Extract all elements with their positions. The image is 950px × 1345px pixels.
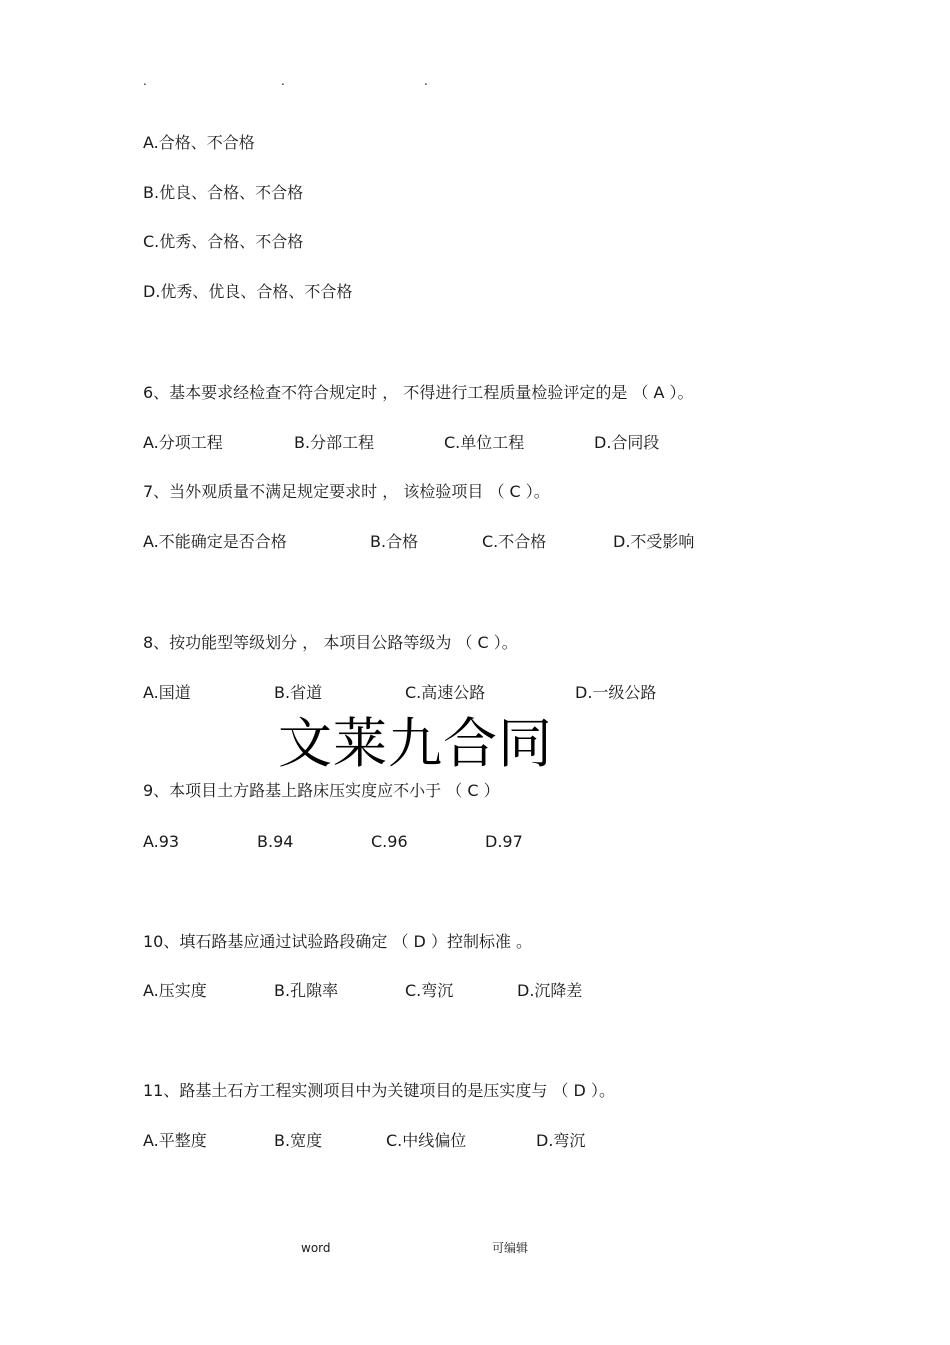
question-text: 11、路基土石方工程实测项目中为关键项目的是压实度与 （ D ）。: [143, 1081, 615, 1100]
question-text: 10、填石路基应通过试验路段确定 （ D ）控制标准 。: [143, 932, 533, 951]
option-a: A.93: [143, 832, 180, 851]
option-a: A.平整度: [143, 1131, 207, 1150]
option-d: D.不受影响: [613, 532, 695, 551]
question-text: 6、基本要求经检查不符合规定时 ， 不得进行工程质量检验评定的是 （ A ）。: [143, 383, 694, 402]
option-c: C.96: [371, 832, 408, 851]
option-c: C.单位工程: [444, 433, 525, 452]
option-c: C.弯沉: [405, 981, 454, 1000]
option-a: A.国道: [143, 683, 191, 702]
option-b: B.省道: [274, 683, 323, 702]
option-c: C.不合格: [482, 532, 547, 551]
option-a: A.分项工程: [143, 433, 223, 452]
footer-left: word: [301, 1241, 331, 1255]
option-d: D.沉降差: [517, 981, 583, 1000]
option-d: D.优秀、优良、合格、不合格: [143, 282, 353, 301]
option-c: C.高速公路: [405, 683, 486, 702]
header-dot: .: [281, 74, 285, 88]
option-d: D.合同段: [594, 433, 660, 452]
option-d: D.弯沉: [536, 1131, 586, 1150]
option-a: A.合格、不合格: [143, 133, 255, 152]
question-text: 9、本项目土方路基上路床压实度应不小于 （ C ）: [143, 781, 500, 800]
option-a: A.压实度: [143, 981, 207, 1000]
option-b: B.孔隙率: [274, 981, 339, 1000]
option-b: B.优良、合格、不合格: [143, 183, 304, 202]
question-text: 8、按功能型等级划分 ， 本项目公路等级为 （ C ）。: [143, 633, 518, 652]
header-dot: .: [424, 74, 428, 88]
option-c: C.优秀、合格、不合格: [143, 232, 304, 251]
header-dot: .: [143, 74, 147, 88]
option-b: B.分部工程: [294, 433, 375, 452]
option-b: B.宽度: [274, 1131, 323, 1150]
option-d: D.97: [485, 832, 523, 851]
option-b: B.合格: [370, 532, 419, 551]
option-d: D.一级公路: [575, 683, 657, 702]
option-a: A.不能确定是否合格: [143, 532, 287, 551]
footer-right: 可编辑: [492, 1241, 529, 1255]
option-c: C.中线偏位: [386, 1131, 467, 1150]
option-b: B.94: [257, 832, 294, 851]
watermark-text: 文莱九合同: [278, 712, 553, 775]
question-text: 7、当外观质量不满足规定要求时 ， 该检验项目 （ C ）。: [143, 482, 550, 501]
